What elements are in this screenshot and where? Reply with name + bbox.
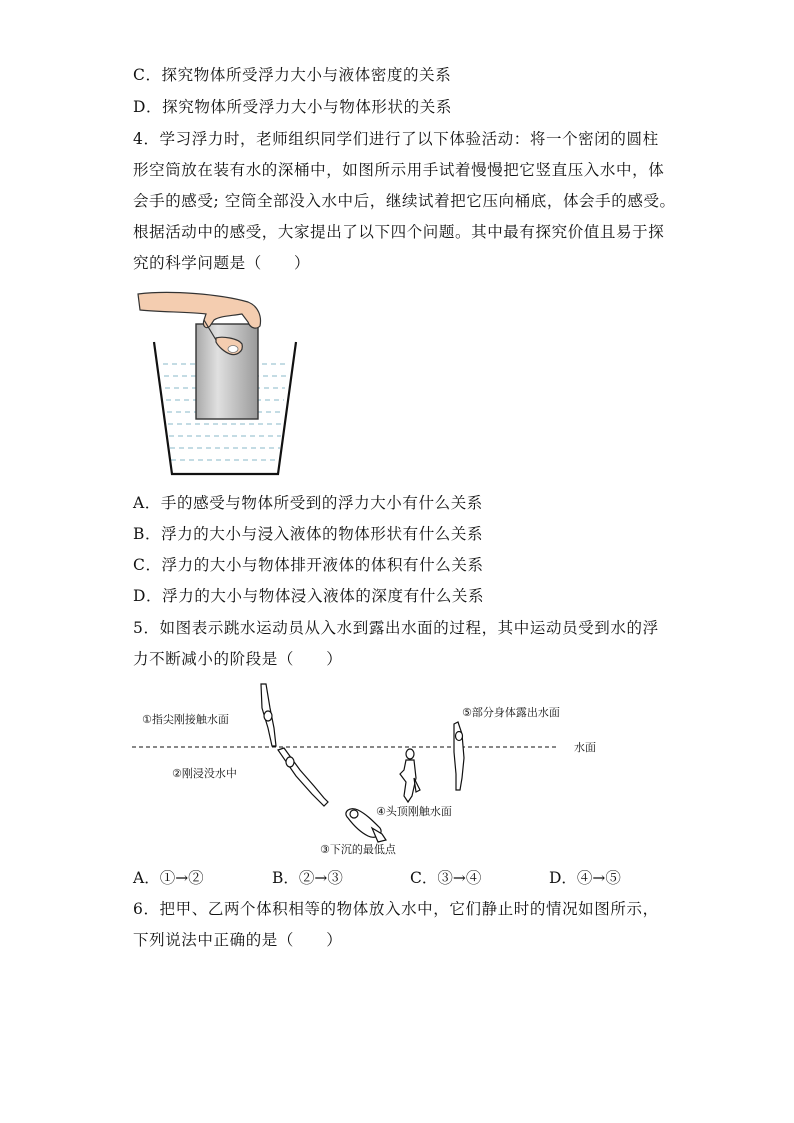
q5-option-a: A．①→② — [133, 869, 204, 887]
stage2-label: ②刚浸没水中 — [172, 767, 237, 780]
q4-text-line-2: 形空筒放在装有水的深桶中，如图所示用手试着慢慢把它竖直压入水中，体 — [133, 161, 665, 179]
stage3-label: ③下沉的最低点 — [320, 843, 396, 856]
q4-option-a: A．手的感受与物体所受到的浮力大小有什么关系 — [133, 494, 483, 512]
q5-text-line-2: 力不断减小的阶段是（ ） — [133, 650, 343, 668]
q4-text-line-5: 究的科学问题是（ ） — [133, 254, 311, 272]
q6-text-line-1: 6．把甲、乙两个体积相等的物体放入水中，它们静止时的情况如图所示， — [133, 900, 659, 918]
thumbnail — [228, 346, 238, 353]
hand-shape — [138, 292, 261, 328]
q4-option-c: C．浮力的大小与物体排开液体的体积有什么关系 — [133, 556, 484, 574]
q4-text-line-3: 会手的感受; 空筒全部没入水中后，继续试着把它压向桶底，体会手的感受。 — [133, 192, 676, 210]
surface-label: 水面 — [574, 741, 596, 754]
stage1-label: ①指尖刚接触水面 — [142, 713, 229, 726]
q4-text-line-4: 根据活动中的感受，大家提出了以下四个问题。其中最有探究价值且易于探 — [133, 223, 665, 241]
prev-option-c: C．探究物体所受浮力大小与液体密度的关系 — [133, 66, 452, 84]
diver-stages-figure — [128, 678, 608, 858]
q4-text-line-1: 4．学习浮力时，老师组织同学们进行了以下体验活动：将一个密闭的圆柱 — [133, 130, 659, 148]
q5-option-d: D．④→⑤ — [549, 869, 621, 887]
prev-option-d: D．探究物体所受浮力大小与物体形状的关系 — [133, 98, 452, 116]
q4-option-d: D．浮力的大小与物体浸入液体的深度有什么关系 — [133, 587, 485, 605]
bucket-can-figure — [130, 290, 305, 480]
stage5-label: ⑤部分身体露出水面 — [462, 706, 560, 719]
q5-option-b: B．②→③ — [272, 869, 343, 887]
q4-option-b: B．浮力的大小与浸入液体的物体形状有什么关系 — [133, 525, 484, 543]
diver-stage-1 — [261, 684, 276, 746]
q6-text-line-2: 下列说法中正确的是（ ） — [133, 931, 343, 949]
q5-option-c: C．③→④ — [410, 869, 482, 887]
diver-stage-5 — [454, 722, 464, 790]
q5-text-line-1: 5．如图表示跳水运动员从入水到露出水面的过程，其中运动员受到水的浮 — [133, 619, 659, 637]
diver-stage-2 — [278, 748, 328, 806]
diver-stage-4 — [400, 749, 420, 802]
stage4-label: ④头顶刚触水面 — [376, 805, 452, 818]
